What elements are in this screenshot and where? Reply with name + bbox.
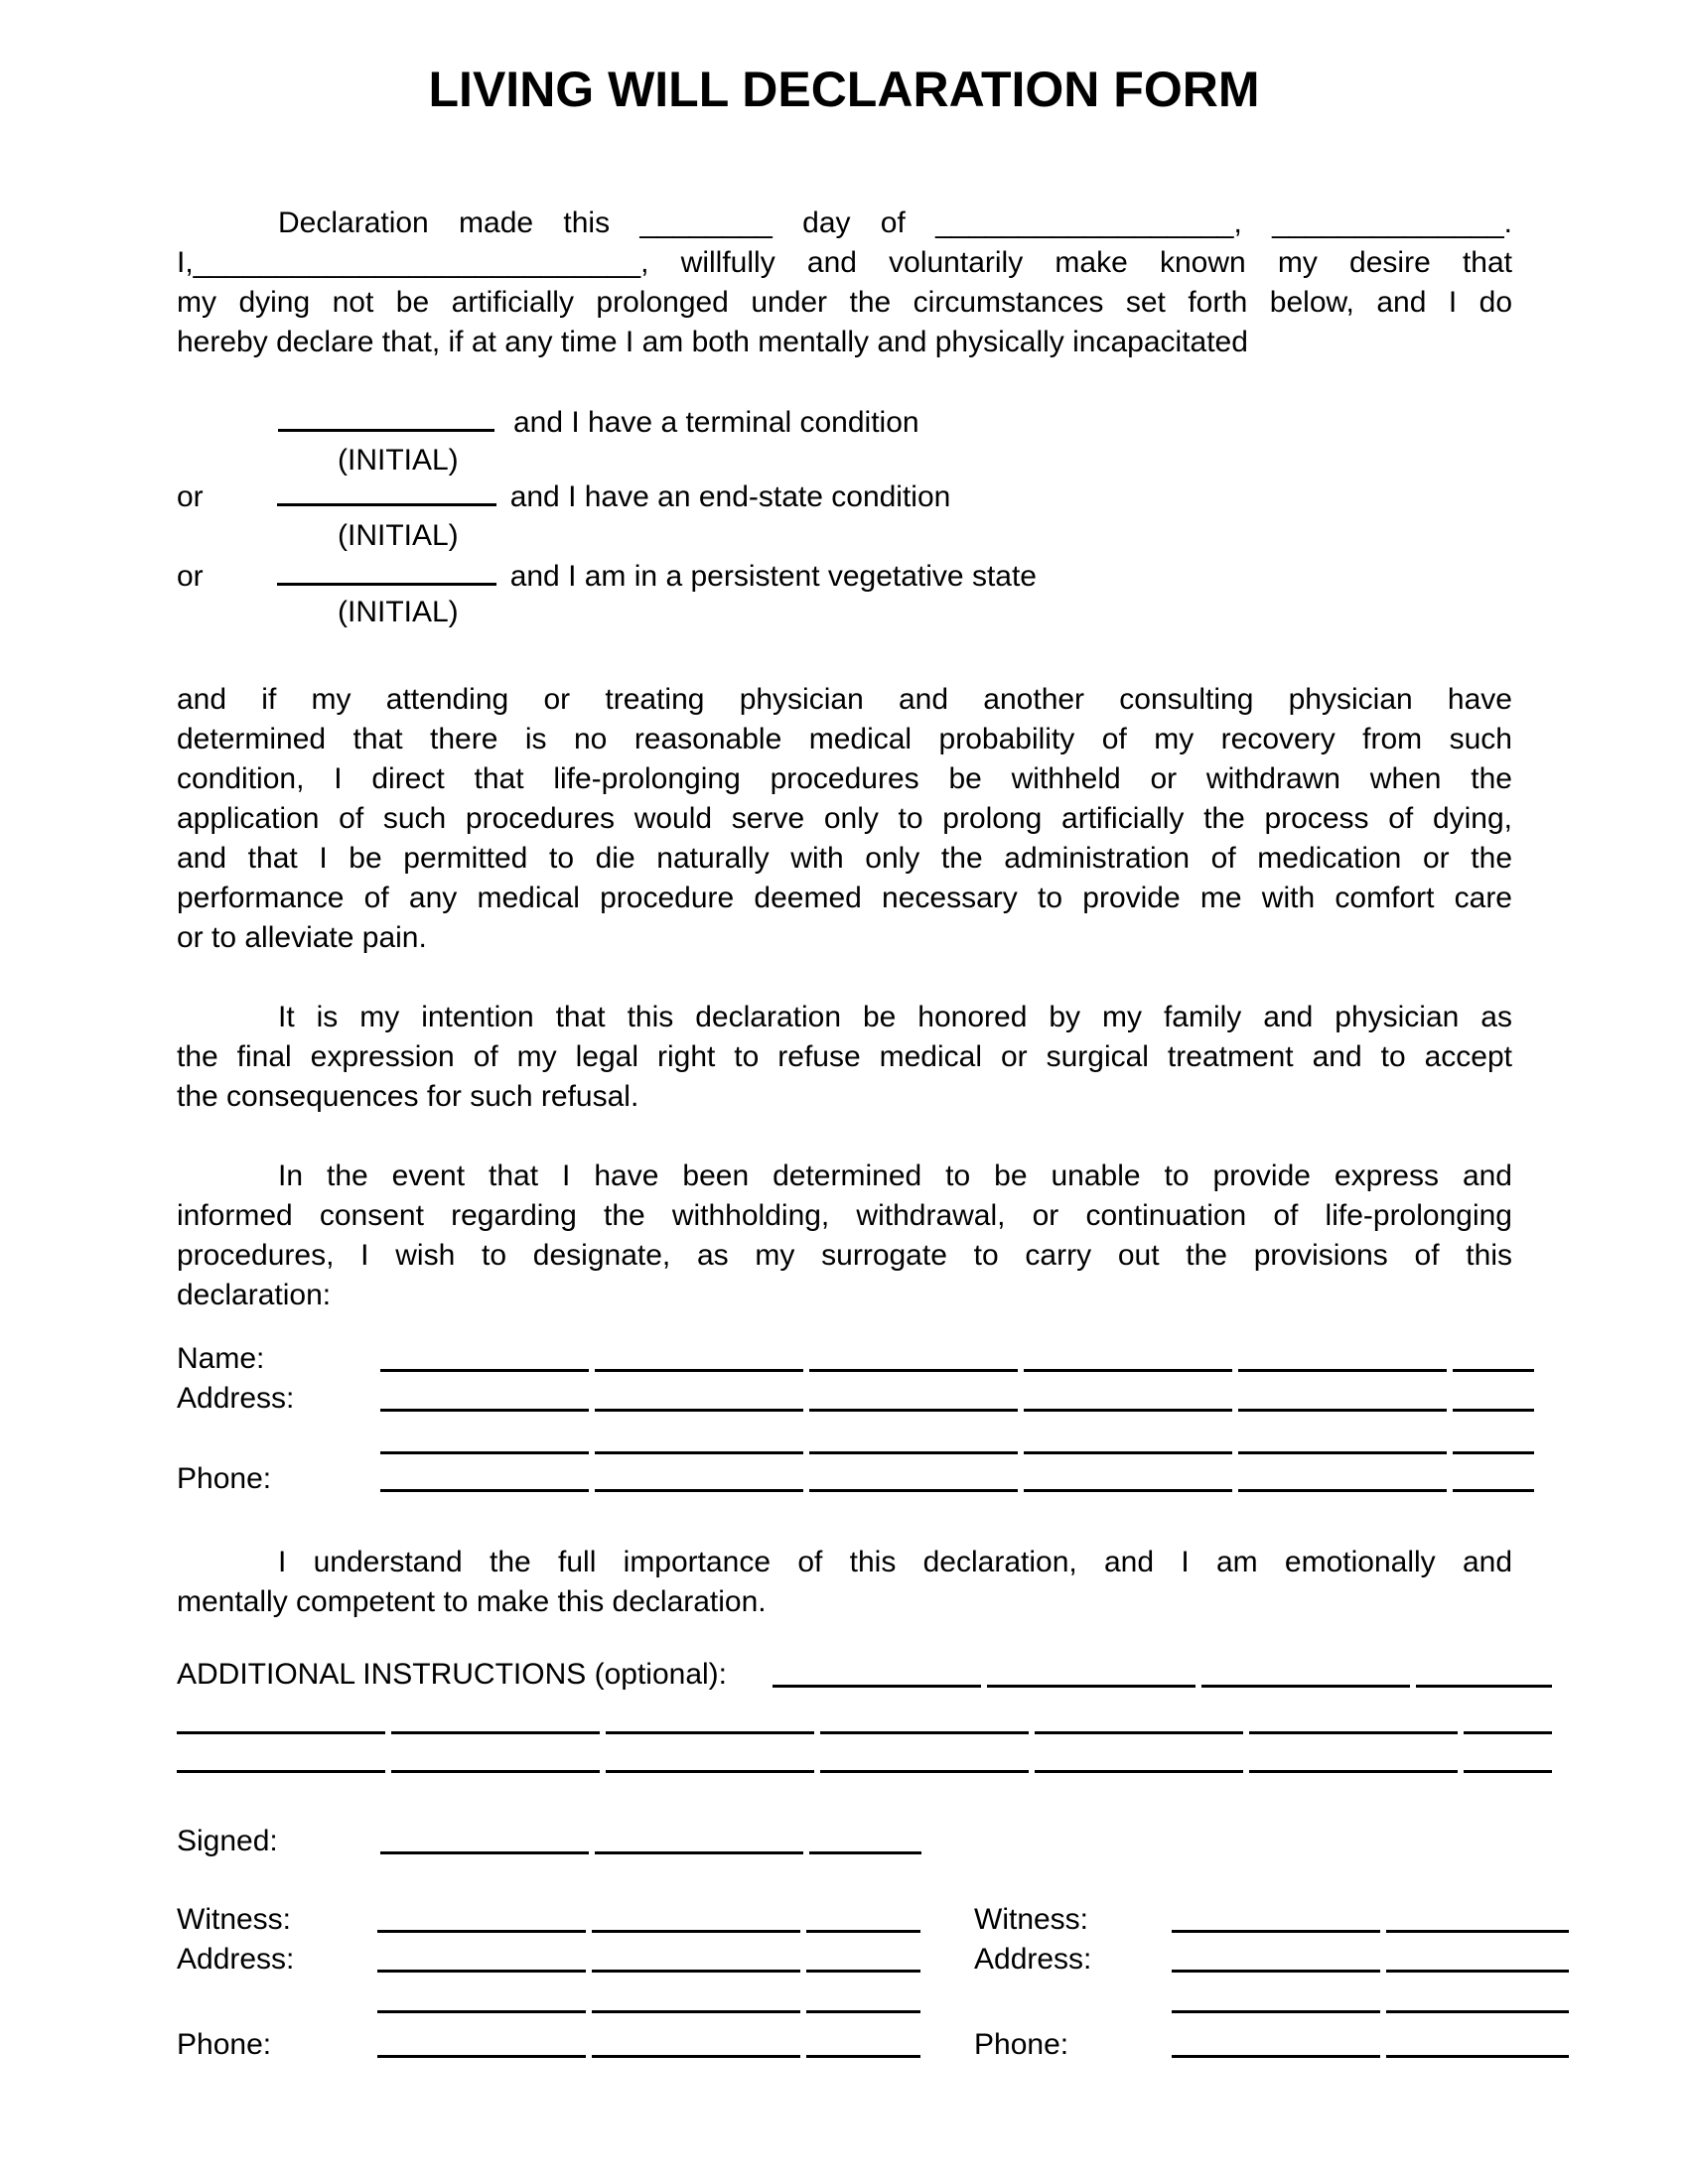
text-line: the final expression of my legal right to refuse medical or surgical treatment and to accept: [177, 1040, 1512, 1073]
text-line: application of such procedures would serve only to prolong artificially the process of dying,: [177, 802, 1512, 835]
witness2-address2-field[interactable]: [1172, 1980, 1569, 2013]
additional-instructions-field2[interactable]: [177, 1702, 1552, 1734]
or-label: or: [177, 480, 204, 513]
witness1-address-field[interactable]: [377, 1940, 920, 1973]
paragraph-competent: [177, 1543, 1512, 1622]
witness2-name-field[interactable]: [1172, 1900, 1569, 1933]
surrogate-address-row: [177, 1379, 1552, 1419]
surrogate-phone-row: [177, 1459, 1552, 1499]
text-line: or to alleviate pain.: [177, 921, 427, 954]
paragraph-intention: [177, 998, 1512, 1117]
initial-row-text: and I have an end-state condition: [509, 480, 951, 513]
text-line: performance of any medical procedure deemed necessary to provide me with comfort care: [177, 882, 1512, 914]
signed-row: [177, 1822, 1552, 1861]
initial-row-terminal-condition: [177, 402, 1512, 442]
surrogate-name-row: [177, 1339, 1552, 1379]
phone-label: Phone:: [177, 1462, 272, 1495]
text-line: my dying not be artificially prolonged under the circumstances set forth below, and I do: [177, 286, 1512, 319]
witness1-address2-field[interactable]: [377, 1980, 920, 2013]
surrogate-address2-row: [177, 1422, 1552, 1461]
text-line: I understand the full importance of this declaration, and I am emotionally and: [278, 1546, 1512, 1578]
additional-instructions-field[interactable]: [773, 1655, 1552, 1688]
initial-row-text: and I am in a persistent vegetative state: [509, 560, 1037, 593]
phone-label: Phone:: [177, 2028, 272, 2061]
witness-address-row: [177, 1940, 1552, 1979]
surrogate-name-field[interactable]: [380, 1339, 1534, 1372]
or-label: or: [177, 560, 204, 593]
initial-row-end-state-condition: [177, 477, 1512, 516]
witness-label: Witness:: [177, 1903, 292, 1936]
text-line: condition, I direct that life-prolonging procedures be withheld or withdrawn when the: [177, 762, 1512, 795]
additional-instructions-field3[interactable]: [177, 1740, 1552, 1773]
text-line: mentally competent to make this declaration.: [177, 1585, 767, 1618]
signed-label: Signed:: [177, 1825, 278, 1857]
text-line: declaration:: [177, 1279, 332, 1311]
witness2-address-field[interactable]: [1172, 1940, 1569, 1973]
additional-instructions-line3: [177, 1740, 1552, 1780]
initial-blank-line[interactable]: [278, 402, 494, 432]
witness-label: Witness:: [974, 1903, 1089, 1936]
initial-row-persistent-vegetative-state: [177, 556, 1512, 596]
additional-instructions-row: [177, 1655, 1552, 1695]
witness1-phone-field[interactable]: [377, 2025, 920, 2058]
text-line: hereby declare that, if at any time I am both mentally and physically incapacitated: [177, 326, 1248, 358]
text-line: In the event that I have been determined to be unable to provide express and: [278, 1160, 1512, 1192]
address-label: Address:: [974, 1943, 1092, 1976]
witness-address2-row: [177, 1980, 1552, 2020]
paragraph-declaration: [177, 204, 1512, 362]
initial-caption: (INITIAL): [338, 596, 459, 628]
witness-phone-row: [177, 2025, 1552, 2065]
text-line: informed consent regarding the withholding, withdrawal, or continuation of life-prolonging: [177, 1199, 1512, 1232]
initial-blank-line[interactable]: [277, 477, 496, 506]
text-line: determined that there is no reasonable medical probability of my recovery from such: [177, 723, 1512, 755]
surrogate-address2-field[interactable]: [380, 1422, 1534, 1454]
paragraph-physician: [177, 680, 1512, 958]
page-title: LIVING WILL DECLARATION FORM: [428, 62, 1260, 117]
signed-field[interactable]: [380, 1822, 921, 1854]
witness1-name-field[interactable]: [377, 1900, 920, 1933]
text-line: the consequences for such refusal.: [177, 1080, 639, 1113]
additional-instructions-label: ADDITIONAL INSTRUCTIONS (optional):: [177, 1658, 727, 1691]
text-line: It is my intention that this declaration be honored by my family and physician as: [278, 1001, 1512, 1033]
witness-row: [177, 1900, 1552, 1940]
initial-caption: (INITIAL): [338, 444, 459, 477]
text-line: procedures, I wish to designate, as my surrogate to carry out the provisions of this: [177, 1239, 1512, 1272]
additional-instructions-line2: [177, 1702, 1552, 1741]
surrogate-address-field[interactable]: [380, 1379, 1534, 1412]
paragraph-surrogate: [177, 1157, 1512, 1315]
address-label: Address:: [177, 1943, 295, 1976]
witness2-phone-field[interactable]: [1172, 2025, 1569, 2058]
initial-row-text: and I have a terminal condition: [513, 406, 919, 439]
text-line: and that I be permitted to die naturally with only the administration of medication or the: [177, 842, 1512, 875]
surrogate-phone-field[interactable]: [380, 1459, 1534, 1492]
phone-label: Phone:: [974, 2028, 1069, 2061]
address-label: Address:: [177, 1382, 295, 1415]
text-line: and if my attending or treating physician and another consulting physician have: [177, 683, 1512, 716]
text-line: Declaration made this ________ day of __________________, ______________.: [278, 206, 1512, 239]
text-line: I,___________________________, willfully and voluntarily make known my desire that: [177, 246, 1512, 279]
name-label: Name:: [177, 1342, 265, 1375]
initial-blank-line[interactable]: [277, 556, 496, 586]
initial-caption: (INITIAL): [338, 519, 459, 552]
